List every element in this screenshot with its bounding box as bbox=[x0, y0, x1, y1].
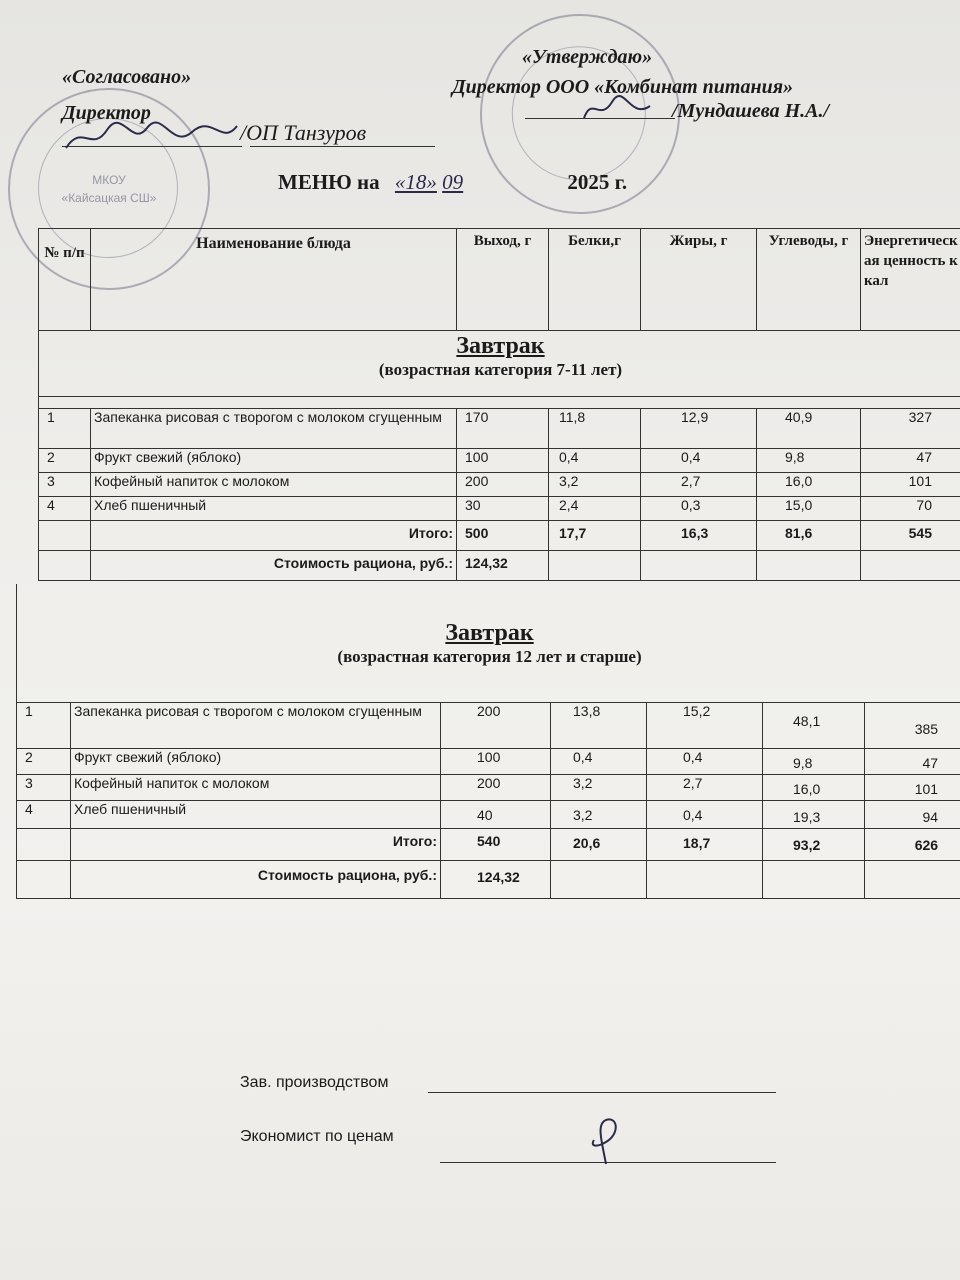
table-row bbox=[39, 497, 960, 521]
energy-value: 70 bbox=[861, 497, 960, 521]
production-signature-line bbox=[428, 1092, 776, 1093]
carbs-value: 19,3 bbox=[763, 800, 865, 828]
fat-value: 15,2 bbox=[647, 702, 763, 748]
table-row bbox=[17, 800, 960, 828]
col-output-header: Выход, г bbox=[457, 229, 549, 331]
output-value: 100 bbox=[441, 748, 551, 774]
right-signer-name: /Мундашева Н.А./ bbox=[672, 100, 830, 122]
output-value: 200 bbox=[457, 473, 549, 497]
total-output: 500 bbox=[457, 521, 549, 551]
row-number: 4 bbox=[17, 800, 71, 828]
dish-name: Запеканка рисовая с творогом с молоком сгущенным bbox=[91, 409, 457, 449]
energy-value: 101 bbox=[865, 774, 960, 800]
col-number-header: № п/п bbox=[39, 229, 91, 331]
row-number: 1 bbox=[17, 702, 71, 748]
menu-year: 2025 г. bbox=[567, 170, 628, 194]
total-protein: 17,7 bbox=[549, 521, 641, 551]
total-fat: 16,3 bbox=[641, 521, 757, 551]
row-number: 3 bbox=[17, 774, 71, 800]
menu-table-1 bbox=[38, 228, 960, 581]
col-fat-header: Жиры, г bbox=[641, 229, 757, 331]
col-dish-header: Наименование блюда bbox=[91, 229, 457, 331]
protein-value: 0,4 bbox=[551, 748, 647, 774]
output-value: 200 bbox=[441, 774, 551, 800]
col-carbs-header: Углеводы, г bbox=[757, 229, 861, 331]
protein-value: 3,2 bbox=[551, 774, 647, 800]
energy-value: 47 bbox=[861, 449, 960, 473]
section-1-title bbox=[39, 331, 960, 397]
table-row bbox=[17, 774, 960, 800]
dish-name: Хлеб пшеничный bbox=[91, 497, 457, 521]
energy-value: 47 bbox=[865, 748, 960, 774]
dish-name: Хлеб пшеничный bbox=[71, 800, 441, 828]
protein-value: 3,2 bbox=[551, 800, 647, 828]
right-director-label: Директор ООО «Комбинат питания» bbox=[452, 76, 793, 98]
output-value: 100 bbox=[457, 449, 549, 473]
table-row bbox=[17, 748, 960, 774]
table-row bbox=[39, 449, 960, 473]
cost-value: 124,32 bbox=[457, 551, 549, 581]
output-value: 170 bbox=[457, 409, 549, 449]
fat-value: 0,4 bbox=[647, 800, 763, 828]
protein-value: 11,8 bbox=[549, 409, 641, 449]
dish-name: Кофейный напиток с молоком bbox=[71, 774, 441, 800]
row-number: 2 bbox=[39, 449, 91, 473]
section-1-meal: Завтрак bbox=[456, 333, 545, 359]
section-2-meal: Завтрак bbox=[445, 620, 534, 646]
fat-value: 2,7 bbox=[647, 774, 763, 800]
cost-label: Стоимость рациона, руб.: bbox=[71, 860, 441, 898]
total-label: Итого: bbox=[71, 828, 441, 860]
total-carbs: 81,6 bbox=[757, 521, 861, 551]
fat-value: 12,9 bbox=[641, 409, 757, 449]
menu-table-2 bbox=[16, 584, 960, 899]
total-row bbox=[17, 828, 960, 860]
left-signer-name: /ОП Танзуров bbox=[240, 120, 367, 145]
carbs-value: 9,8 bbox=[757, 449, 861, 473]
row-number: 3 bbox=[39, 473, 91, 497]
total-energy: 545 bbox=[861, 521, 960, 551]
dish-name: Кофейный напиток с молоком bbox=[91, 473, 457, 497]
right-signature bbox=[578, 92, 658, 126]
fat-value: 0,4 bbox=[641, 449, 757, 473]
total-fat: 18,7 bbox=[647, 828, 763, 860]
section-1-age: (возрастная категория 7-11 лет) bbox=[378, 360, 623, 379]
carbs-value: 9,8 bbox=[763, 748, 865, 774]
menu-prefix: МЕНЮ на bbox=[278, 170, 380, 194]
energy-value: 385 bbox=[865, 702, 960, 748]
carbs-value: 40,9 bbox=[757, 409, 861, 449]
table-row bbox=[39, 473, 960, 497]
col-energy-header: Энергетическая ценность ккал bbox=[861, 229, 960, 331]
total-carbs: 93,2 bbox=[763, 828, 865, 860]
section-2-title bbox=[17, 584, 960, 702]
output-value: 40 bbox=[441, 800, 551, 828]
approved-label: «Утверждаю» bbox=[522, 46, 653, 68]
protein-value: 3,2 bbox=[549, 473, 641, 497]
total-label: Итого: bbox=[91, 521, 457, 551]
fat-value: 0,3 bbox=[641, 497, 757, 521]
output-value: 30 bbox=[457, 497, 549, 521]
left-director-label: Директор bbox=[62, 102, 151, 124]
total-energy: 626 bbox=[865, 828, 960, 860]
economist-label: Экономист по ценам bbox=[240, 1128, 394, 1145]
protein-value: 2,4 bbox=[549, 497, 641, 521]
total-protein: 20,6 bbox=[551, 828, 647, 860]
carbs-value: 16,0 bbox=[757, 473, 861, 497]
stamp-line-1: МКОУ bbox=[92, 173, 126, 187]
cost-label: Стоимость рациона, руб.: bbox=[91, 551, 457, 581]
cost-row bbox=[39, 551, 960, 581]
section-2-age: (возрастная категория 12 лет и старше) bbox=[337, 647, 642, 666]
cost-row bbox=[17, 860, 960, 898]
dish-name: Фрукт свежий (яблоко) bbox=[91, 449, 457, 473]
total-output: 540 bbox=[441, 828, 551, 860]
energy-value: 94 bbox=[865, 800, 960, 828]
carbs-value: 16,0 bbox=[763, 774, 865, 800]
menu-date-day: «18» bbox=[394, 170, 437, 194]
table-row bbox=[39, 409, 960, 449]
carbs-value: 48,1 bbox=[763, 702, 865, 748]
fat-value: 2,7 bbox=[641, 473, 757, 497]
row-number: 4 bbox=[39, 497, 91, 521]
protein-value: 13,8 bbox=[551, 702, 647, 748]
agreed-label: «Согласовано» bbox=[62, 66, 192, 88]
production-manager-label: Зав. производством bbox=[240, 1074, 389, 1091]
energy-value: 101 bbox=[861, 473, 960, 497]
left-signature bbox=[62, 118, 242, 158]
total-row bbox=[39, 521, 960, 551]
energy-value: 327 bbox=[861, 409, 960, 449]
dish-name: Запеканка рисовая с творогом с молоком сгущенным bbox=[71, 702, 441, 748]
table-row bbox=[17, 702, 960, 748]
col-protein-header: Белки,г bbox=[549, 229, 641, 331]
fat-value: 0,4 bbox=[647, 748, 763, 774]
dish-name: Фрукт свежий (яблоко) bbox=[71, 748, 441, 774]
carbs-value: 15,0 bbox=[757, 497, 861, 521]
economist-signature bbox=[576, 1112, 636, 1172]
row-number: 2 bbox=[17, 748, 71, 774]
cost-value: 124,32 bbox=[441, 860, 551, 898]
menu-title bbox=[278, 170, 627, 195]
output-value: 200 bbox=[441, 702, 551, 748]
protein-value: 0,4 bbox=[549, 449, 641, 473]
table-header-row bbox=[39, 229, 960, 331]
row-number: 1 bbox=[39, 409, 91, 449]
stamp-line-2: «Кайсацкая СШ» bbox=[61, 191, 157, 205]
menu-date-month: 09 bbox=[442, 170, 464, 194]
